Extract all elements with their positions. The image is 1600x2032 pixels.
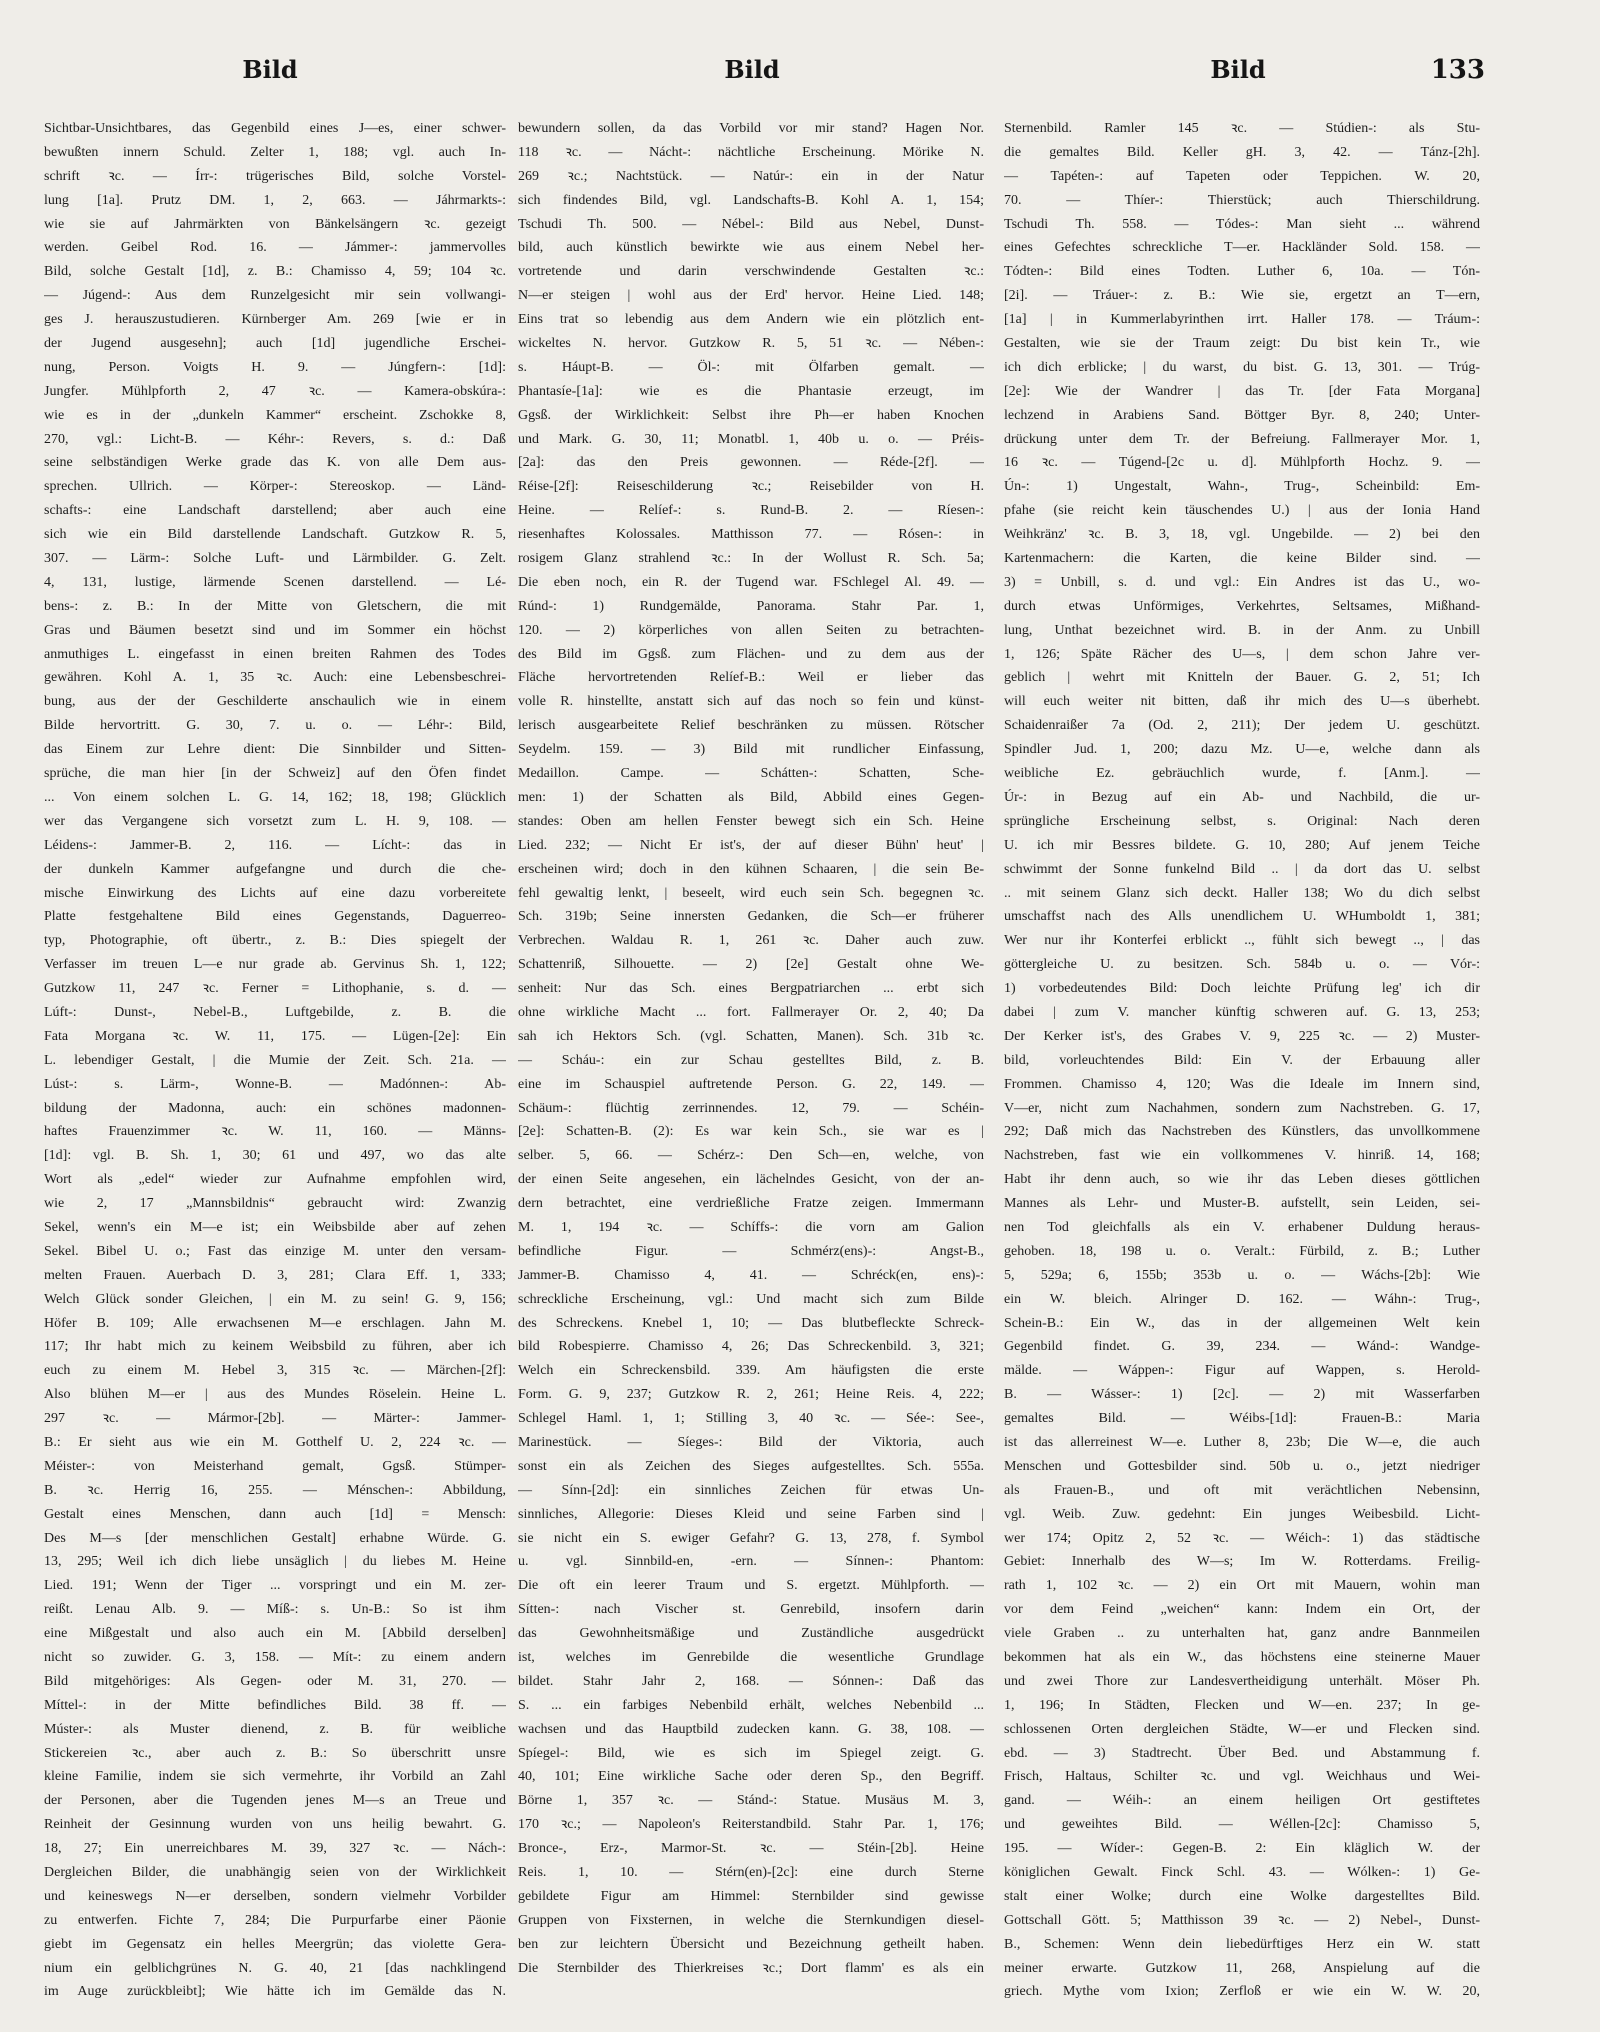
entry-text-line: 118 ꝛc. — Nácht-: nächtliche Erscheinung. Mörike N. — [518, 144, 984, 160]
entry-text-line: Also blühen M—er | aus des Mundes Röselein. Heine L. — [44, 1387, 506, 1403]
entry-text-line: Reinheit der Gesinnung wurden von uns heilig bewahrt. G. — [44, 1817, 506, 1833]
entry-text-line: Bild mitgehöriges: Als Gegen- oder M. 31, 270. — — [44, 1673, 506, 1689]
entry-text-line: Welch ein Schreckensbild. 339. Am häufigsten die erste — [518, 1363, 984, 1379]
entry-text-line: der Jugend ausgesehn]; auch [1d] jugendliche Erschei- — [44, 336, 506, 352]
entry-text-line: Reis. 1, 10. — Stérn(en)-[2c]: eine durch Sterne — [518, 1865, 984, 1881]
entry-text-line: 18, 27; Ein unerreichbares M. 39, 327 ꝛc. — Nách-: — [44, 1841, 506, 1857]
entry-text-line: Dergleichen Bilder, die unabhängig seien von der Wirklichkeit — [44, 1865, 506, 1881]
entry-text-line: giebt im Gegensatz ein helles Meergrün; das violette Gera- — [44, 1936, 506, 1952]
entry-text-line: Bild, solche Gestalt [1d], z. B.: Chamisso 4, 59; 104 ꝛc. — [44, 264, 506, 280]
entry-text-line: Verbrechen. Waldau R. 1, 261 ꝛc. Daher auch zuw. — [518, 933, 984, 949]
entry-text-line: ein W. bleich. Alringer D. 162. — Wáhn-: Trug-, — [1004, 1291, 1480, 1307]
entry-text-line: B., Schemen: Wenn dein liebedürftiges Herz ein W. statt — [1004, 1936, 1480, 1952]
entry-text-line: 1, 126; Späte Rächer des U—s, | dem schon Jahre ver- — [1004, 646, 1480, 662]
entry-text-line: geblich | wehrt mit Knitteln der Bauer. G. 2, 51; Ich — [1004, 670, 1480, 686]
entry-text-line: rath 1, 102 ꝛc. — 2) ein Ort mit Mauern, wohin man — [1004, 1578, 1480, 1594]
entry-text-line: mälde. — Wáppen-: Figur auf Wappen, s. Herold- — [1004, 1363, 1480, 1379]
entry-text-line: Form. G. 9, 237; Gutzkow R. 2, 261; Heine Reis. 4, 222; — [518, 1387, 984, 1403]
entry-text-line: rosigem Glanz strahlend ꝛc.: In der Wollust R. Sch. 5a; — [518, 551, 984, 567]
entry-text-line: Réise-[2f]: Reiseschilderung ꝛc.; Reisebilder von H. — [518, 479, 984, 495]
entry-text-line: Gestalten, wie sie der Traum zeigt: Du bist kein Tr., wie — [1004, 336, 1480, 352]
entry-text-line: Mannes als Lehr- und Muster-B. aufstellt, sein Leiden, sei- — [1004, 1196, 1480, 1212]
entry-text-line: gebildete Figur am Himmel: Sternbilder sind gewisse — [518, 1888, 984, 1904]
entry-text-line: ges J. herauszustudieren. Kürnberger Am. 269 [wie er in — [44, 312, 506, 328]
entry-text-line: euch zu einem M. Hebel 3, 315 ꝛc. — Märchen-[2f]: — [44, 1363, 506, 1379]
entry-text-line: Verfasser im treuen L—e nur grade ab. Gervinus Sh. 1, 122; — [44, 957, 506, 973]
entry-text-line: Sichtbar-Unsichtbares, das Gegenbild eines J—es, einer schwer- — [44, 121, 506, 136]
entry-text-line: ohne wirkliche Macht ... fort. Fallmerayer Or. 2, 40; Da — [518, 1004, 984, 1020]
entry-text-line: viele Graben .. zu unterhalten hat, ganz andre Bannmeilen — [1004, 1626, 1480, 1642]
entry-text-line: Sch. 319b; Seine innersten Gedanken, die Sch—er früherer — [518, 909, 984, 925]
entry-text-line: 40, 101; Eine wirkliche Sache oder deren Sp., den Begriff. — [518, 1769, 984, 1785]
entry-text-line: 1, 196; In Städten, Flecken und W—en. 237; In ge- — [1004, 1697, 1480, 1713]
entry-text-line: bild Robespierre. Chamisso 4, 26; Das Schreckenbild. 3, 321; — [518, 1339, 984, 1355]
entry-text-line: Spíegel-: Bild, wie es sich im Spiegel zeigt. G. — [518, 1745, 984, 1761]
running-head-left: Bild — [242, 55, 298, 84]
entry-text-line: schafts-: eine Landschaft darstellend; aber auch eine — [44, 503, 506, 519]
entry-text-line: pfahe (sie reicht kein täuschendes U.) | aus der Ionia Hand — [1004, 503, 1480, 519]
entry-text-line: Phantasíe-[1a]: wie es die Phantasie erzeugt, im — [518, 383, 984, 399]
entry-text-line: gand. — Wéih-: an einem heiligen Ort gestiftetes — [1004, 1793, 1480, 1809]
page-number: 133 — [1430, 55, 1485, 85]
entry-text-line: Kartenmachern: die Karten, die keine Bilder sind. — — [1004, 551, 1480, 567]
entry-text-line: sonst ein als Zeichen des Sieges aufgestelltes. Sch. 555a. — [518, 1458, 984, 1474]
entry-text-line: Sternenbild. Ramler 145 ꝛc. — Stúdien-: als Stu- — [1004, 121, 1480, 136]
entry-text-line: Marinestück. — Síeges-: Bild der Viktoria, auch — [518, 1434, 984, 1450]
entry-text-line: eine im Schauspiel auftretende Person. G. 22, 149. — — [518, 1076, 984, 1092]
entry-text-line: göttergleiche U. zu besitzen. Sch. 584b u. o. — Vór-: — [1004, 957, 1480, 973]
entry-text-line: Der Kerker ist's, des Grabes V. 9, 225 ꝛc. — 2) Muster- — [1004, 1028, 1480, 1044]
entry-text-line: kleine Familie, indem sie sich vermehrte, ihr Vorbild an Zahl — [44, 1769, 506, 1785]
entry-text-line: befindliche Figur. — Schmérz(ens)-: Angst-B., — [518, 1243, 984, 1259]
entry-text-line: gehoben. 18, 198 u. o. Veralt.: Fürbild, z. B.; Luther — [1004, 1243, 1480, 1259]
entry-text-line: 307. — Lärm-: Solche Luft- und Lärmbilder. G. Zelt. — [44, 551, 506, 567]
entry-text-line: 270, vgl.: Licht-B. — Kéhr-: Revers, s. d.: Daß — [44, 431, 506, 447]
entry-text-line: Míttel-: in der Mitte befindliches Bild. 38 ff. — — [44, 1697, 506, 1713]
entry-text-line: riesenhaftes Kolossales. Matthisson 77. — Rósen-: in — [518, 527, 984, 543]
entry-text-line: Lied. 191; Wenn der Tiger ... vorspringt und ein M. zer- — [44, 1578, 506, 1594]
entry-text-line: L. lebendiger Gestalt, | die Mumie der Zeit. Sch. 21a. — — [44, 1052, 506, 1068]
entry-text-line: sah ich Hektors Sch. (vgl. Schatten, Manen). Sch. 31b ꝛc. — [518, 1028, 984, 1044]
entry-text-line: gewähren. Kohl A. 1, 35 ꝛc. Auch: eine Lebensbeschrei- — [44, 670, 506, 686]
entry-text-line: 170 ꝛc.; — Napoleon's Reiterstandbild. Stahr Par. 1, 176; — [518, 1817, 984, 1833]
entry-text-line: Schaidenraißer 7a (Od. 2, 211); Der jedem U. geschützt. — [1004, 718, 1480, 734]
entry-text-line: volle R. hinstellte, anstatt sich auf das noch so fein und künst- — [518, 694, 984, 710]
entry-text-line: schwimmt der Sonne funkelnd Bild .. | da dort das U. selbst — [1004, 861, 1480, 877]
entry-text-line: gemaltes Bild. — Wéibs-[1d]: Frauen-B.: Maria — [1004, 1411, 1480, 1427]
entry-text-line: bewundern sollen, da das Vorbild vor mir stand? Hagen Nor. — [518, 121, 984, 136]
entry-text-line: Tódten-: Bild eines Todten. Luther 6, 10a. — Tón- — [1004, 264, 1480, 280]
entry-text-line: Börne 1, 357 ꝛc. — Stánd-: Statue. Musäus M. 3, — [518, 1793, 984, 1809]
entry-text-line: bung, aus der der Geschilderte anschaulich wie in einem — [44, 694, 506, 710]
entry-text-line: wie 2, 17 „Mannsbildnis“ gebraucht wird: Zwanzig — [44, 1196, 506, 1212]
entry-text-line: nium ein gelblichgrünes N. G. 40, 21 [das nachklingend — [44, 1960, 506, 1976]
entry-text-line: Platte festgehaltene Bild eines Gegenstands, Daguerreo- — [44, 909, 506, 925]
entry-text-line: schlossenen Orten dergleichen Städte, W—er und Flecken sind. — [1004, 1721, 1480, 1737]
entry-text-line: Schattenriß, Silhouette. — 2) [2e] Gestalt ohne We- — [518, 957, 984, 973]
entry-text-line: 117; Ihr habt mich zu keinem Weibsbild zu führen, aber ich — [44, 1339, 506, 1355]
entry-text-line: ist, welches im Genrebilde die wesentliche Grundlage — [518, 1650, 984, 1665]
entry-text-line: Menschen und Gottesbilder sind. 50b u. o., jetzt niedriger — [1004, 1458, 1480, 1474]
running-head-center: Bild — [724, 55, 780, 84]
entry-text-line: Schlegel Haml. 1, 1; Stilling 3, 40 ꝛc. — Sée-: See-, — [518, 1411, 984, 1427]
entry-text-line: Tschudi Th. 558. — Tódes-: Man sieht ... während — [1004, 216, 1480, 232]
entry-text-line: N—er steigen | wohl aus der Erd' hervor. Heine Lied. 148; — [518, 288, 984, 304]
entry-text-line: Heine. — Relíef-: s. Rund-B. 2. — Ríesen-: — [518, 503, 984, 519]
entry-text-line: 269 ꝛc.; Nachtstück. — Natúr-: ein in der Natur — [518, 168, 984, 184]
entry-text-line: Frommen. Chamisso 4, 120; Was die Ideale im Innern sind, — [1004, 1076, 1480, 1092]
entry-text-line: sinnliches, Allegorie: Dieses Kleid und seine Farben sind | — [518, 1506, 984, 1522]
running-head-right: Bild — [1210, 55, 1266, 84]
entry-text-line: ich dich erblicke; | du warst, du bist. G. 13, 301. — Trúg- — [1004, 359, 1480, 375]
entry-text-line: eine Mißgestalt und also auch ein M. [Abbild derselben] — [44, 1626, 506, 1642]
entry-text-line: melten Frauen. Auerbach D. 3, 281; Clara Eff. 1, 333; — [44, 1267, 506, 1283]
entry-text-line: Gottschall Gött. 5; Matthisson 39 ꝛc. — 2) Nebel-, Dunst- — [1004, 1912, 1480, 1928]
entry-text-line: lerisch ausgearbeitete Relief beschränken zu müssen. Rötscher — [518, 718, 984, 734]
entry-text-line: 3) = Unbill, s. d. und vgl.: Ein Andres ist das U., wo- — [1004, 574, 1480, 590]
entry-text-line: werden. Geibel Rod. 16. — Jámmer-: jammervolles — [44, 240, 506, 256]
entry-text-line: durch etwas Unförmiges, Verkehrtes, Seltsames, Mißhand- — [1004, 598, 1480, 614]
entry-text-line: 297 ꝛc. — Mármor-[2b]. — Märter-: Jammer- — [44, 1411, 506, 1427]
entry-text-line: ebd. — 3) Stadtrecht. Über Bed. und Abstammung f. — [1004, 1745, 1480, 1761]
entry-text-line: Bilde hervortritt. G. 30, 7. u. o. — Léhr-: Bild, — [44, 718, 506, 734]
entry-text-line: will euch weiter nit bitten, daß ihr mich des U—s überhebt. — [1004, 694, 1480, 710]
entry-text-line: bild, auch künstlich bewirkte wie aus einem Nebel her- — [518, 240, 984, 256]
entry-text-line: Weihkränz' ꝛc. B. 3, 18, vgl. Ungebilde. — 2) bei den — [1004, 527, 1480, 543]
entry-text-line: Gegenbild findet. G. 39, 234. — Wánd-: Wandge- — [1004, 1339, 1480, 1355]
entry-text-line: S. ... ein farbiges Nebenbild erhält, welches Nebenbild ... — [518, 1697, 984, 1713]
entry-text-line: im Auge zurückbleibt]; Wie hätte ich im Gemälde das N. — [44, 1984, 506, 2000]
entry-text-line: standes: Oben am hellen Fenster bewegt sich ein Sch. Heine — [518, 813, 984, 829]
entry-text-line: ist das allerreinest W—e. Luther 8, 23b; Die W—e, die auch — [1004, 1434, 1480, 1450]
entry-text-line: B. — Wásser-: 1) [2c]. — 2) mit Wasserfarben — [1004, 1387, 1480, 1403]
entry-text-line: 16 ꝛc. — Túgend-[2c u. d]. Mühlpforth Hochz. 9. — — [1004, 455, 1480, 471]
entry-text-line: als Frauen-B., und oft mit verächtlichen Nebensinn, — [1004, 1482, 1480, 1498]
entry-text-line: 292; Daß mich das Nachstreben des Künstlers, das unvollkommene — [1004, 1124, 1480, 1140]
entry-text-line: Sítten-: nach Vischer st. Genrebild, insofern darin — [518, 1602, 984, 1618]
entry-text-line: men: 1) der Schatten als Bild, Abbild eines Gegen- — [518, 789, 984, 805]
entry-text-line: — Tapéten-: auf Tapeten oder Teppichen. W. 20, — [1004, 168, 1480, 184]
entry-text-line: Welch Glück sonder Gleichen, | ein M. zu sein! G. 9, 156; — [44, 1291, 506, 1307]
entry-text-line: Medaillon. Campe. — Schátten-: Schatten, Sche- — [518, 766, 984, 782]
entry-text-line: [2e]: Wie der Wandrer | das Tr. [der Fata Morgana] — [1004, 383, 1480, 399]
entry-text-line: Gestalt eines Menschen, dann auch [1d] = Mensch: — [44, 1506, 506, 1522]
entry-text-line: 4, 131, lustige, lärmende Scenen darstellend. — Lé- — [44, 574, 506, 590]
entry-text-line: haftes Frauenzimmer ꝛc. W. 11, 160. — Männs- — [44, 1124, 506, 1140]
entry-text-line: Lied. 232; — Nicht Er ist's, der auf dieser Bühn' heut' | — [518, 837, 984, 853]
entry-text-line: [1a] | in Kummerlabyrinthen irrt. Haller 178. — Tráum-: — [1004, 312, 1480, 328]
entry-text-line: bildung der Madonna, auch: ein schönes madonnen- — [44, 1100, 506, 1116]
entry-text-line: U. ich mir Bessres bildete. G. 10, 280; Auf jenem Teiche — [1004, 837, 1480, 853]
entry-text-line: Schäum-: flüchtig zerrinnendes. 12, 79. — Schéin- — [518, 1100, 984, 1116]
entry-text-line: M. 1, 194 ꝛc. — Schíffs-: die vorn am Galion — [518, 1219, 984, 1235]
entry-text-line: der dunkeln Kammer aufgefangne und durch die che- — [44, 861, 506, 877]
entry-text-line: Wer nur ihr Konterfei erblickt .., fühlt sich bewegt .., | das — [1004, 933, 1480, 949]
entry-text-line: dabei | zum V. mancher künftig schweren auf. G. 13, 253; — [1004, 1004, 1480, 1020]
entry-text-line: bekommen hat als ein W., das höchstens eine steinerne Mauer — [1004, 1650, 1480, 1665]
entry-text-line: der Personen, aber die Tugenden jenes M—s an Treue und — [44, 1793, 506, 1809]
entry-text-line: des Schreckens. Knebel 1, 10; — Das blutbefleckte Schreck- — [518, 1315, 984, 1331]
entry-text-line: Spindler Jud. 1, 200; dazu Mz. U—e, welche dann als — [1004, 742, 1480, 758]
entry-text-line: Múster-: als Muster dienend, z. B. für weibliche — [44, 1721, 506, 1737]
entry-text-line: sprechen. Ullrich. — Körper-: Stereoskop. — Länd- — [44, 479, 506, 495]
entry-text-line: und Mark. G. 30, 11; Monatbl. 1, 40b u. o. — Préis- — [518, 431, 984, 447]
entry-text-line: bild, vorleuchtendes Bild: Ein V. der Erbauung aller — [1004, 1052, 1480, 1068]
entry-text-line: Bronce-, Erz-, Marmor-St. ꝛc. — Stéin-[2b]. Heine — [518, 1841, 984, 1857]
entry-text-line: reißt. Lenau Alb. 9. — Míß-: s. Un-B.: So ist ihm — [44, 1602, 506, 1618]
entry-text-line: Méister-: von Meisterhand gemalt, Ggsß. Stümper- — [44, 1458, 506, 1474]
entry-text-line: bens-: z. B.: In der Mitte von Gletschern, die mit — [44, 598, 506, 614]
entry-text-line: lung, Unthat bezeichnet wird. B. in der Anm. zu Unbill — [1004, 622, 1480, 638]
entry-text-line: des Bild im Ggsß. zum Flächen- und zu dem aus der — [518, 646, 984, 662]
entry-text-line: .. mit seinem Glanz sich deckt. Haller 138; Wo du dich selbst — [1004, 885, 1480, 901]
entry-text-line: bewußten innern Schuld. Zelter 1, 188; vgl. auch In- — [44, 144, 506, 160]
entry-text-line: Fata Morgana ꝛc. W. 11, 175. — Lügen-[2e]: Ein — [44, 1028, 506, 1044]
entry-text-line: nung, Person. Voigts H. 9. — Júngfern-: [1d]: — [44, 359, 506, 375]
entry-text-line: [2e]: Schatten-B. (2): Es war kein Sch., sie war es | — [518, 1124, 984, 1140]
entry-text-line: [1d]: vgl. B. Sh. 1, 30; 61 und 497, wo das alte — [44, 1148, 506, 1164]
entry-text-line: königlichen Gewalt. Finck Schl. 43. — Wólken-: 1) Ge- — [1004, 1865, 1480, 1881]
entry-text-line: s. Háupt-B. — Öl-: mit Ölfarben gemalt. — — [518, 359, 984, 375]
entry-text-line: vgl. Weib. Zuw. gedehnt: Ein junges Weibesbild. Licht- — [1004, 1506, 1480, 1522]
entry-text-line: Eins trat so lebendig aus dem Andern wie ein plötzlich ent- — [518, 312, 984, 328]
entry-text-line: wie es in der „dunkeln Kammer“ erscheint. Zschokke 8, — [44, 407, 506, 423]
entry-text-line: Die eben noch, ein R. der Tugend war. FSchlegel Al. 49. — — [518, 574, 984, 590]
entry-text-line: wie sie auf Jahrmärkten von Bänkelsängern ꝛc. gezeigt — [44, 216, 506, 232]
entry-text-line: mische Einwirkung des Lichts auf eine dazu vorbereitete — [44, 885, 506, 901]
entry-text-line: eines Gefechtes schreckliche T—er. Hackländer Sold. 158. — — [1004, 240, 1480, 256]
entry-text-line: Schein-B.: Ein W., das in der allgemeinen Welt kein — [1004, 1315, 1480, 1331]
text-column-middle — [518, 117, 984, 1980]
entry-text-line: Léidens-: Jammer-B. 2, 116. — Lícht-: das in — [44, 837, 506, 853]
text-column-right — [1004, 117, 1480, 2004]
entry-text-line: Gutzkow 11, 247 ꝛc. Ferner = Lithophanie, s. d. — — [44, 981, 506, 997]
entry-text-line: — Sínn-[2d]: ein sinnliches Zeichen für etwas Un- — [518, 1482, 984, 1498]
entry-text-line: 70. — Thíer-: Thierstück; auch Thierschildrung. — [1004, 192, 1480, 208]
entry-text-line: — Júgend-: Aus dem Runzelgesicht mir sein vollwangi- — [44, 288, 506, 304]
entry-text-line: Des M—s [der menschlichen Gestalt] erhabne Würde. G. — [44, 1530, 506, 1546]
entry-text-line: lechzend in Arabiens Sand. Böttger Byr. 8, 240; Unter- — [1004, 407, 1480, 423]
entry-text-line: vor dem Feind „weichen“ kann: Indem ein Ort, der — [1004, 1602, 1480, 1618]
text-column-left — [44, 117, 506, 2004]
entry-text-line: Sekel, wenn's ein M—e ist; ein Weibsbilde aber auf zehen — [44, 1219, 506, 1235]
entry-text-line: [2a]: das den Preis gewonnen. — Réde-[2f]. — — [518, 455, 984, 471]
entry-text-line: Frisch, Haltaus, Schilter ꝛc. und vgl. Weichhaus und Wei- — [1004, 1769, 1480, 1785]
entry-text-line: ... Von einem solchen L. G. 14, 162; 18, 198; Glücklich — [44, 789, 506, 805]
entry-text-line: das Gewohnheitsmäßige und Zuständliche ausgedrückt — [518, 1626, 984, 1642]
entry-text-line: nicht so zuwider. G. 3, 158. — Mít-: zu einem andern — [44, 1650, 506, 1665]
entry-text-line: B. ꝛc. Herrig 16, 255. — Ménschen-: Abbildung, — [44, 1482, 506, 1498]
entry-text-line: Die Sternbilder des Thierkreises ꝛc.; Dort flamm' es als ein — [518, 1960, 984, 1976]
entry-text-line: sprüngliche Erscheinung selbst, s. Original: Nach deren — [1004, 813, 1480, 829]
entry-text-line: wachsen und das Hauptbild zudecken kann. G. 38, 108. — — [518, 1721, 984, 1737]
entry-text-line: Nachstreben, fast wie ein vollkommenes V. hinriß. 14, 168; — [1004, 1148, 1480, 1164]
entry-text-line: Gruppen von Fixsternen, in welche die Sternkundigen diesel- — [518, 1912, 984, 1928]
entry-text-line: 195. — Wíder-: Gegen-B. 2: Ein kläglich W. der — [1004, 1841, 1480, 1857]
entry-text-line: und geweihtes Bild. — Wéllen-[2c]: Chamisso 5, — [1004, 1817, 1480, 1833]
entry-text-line: senheit: Nur das Sch. eines Bergpatriarchen ... erbt sich — [518, 981, 984, 997]
entry-text-line: Tschudi Th. 500. — Nébel-: Bild aus Nebel, Dunst- — [518, 216, 984, 232]
entry-text-line: anmuthiges L. eingefasst in einen breiten Rahmen des Todes — [44, 646, 506, 662]
entry-text-line: seine selbständigen Werke grade das K. von alle Dem aus- — [44, 455, 506, 471]
entry-text-line: sich findendes Bild, vgl. Landschafts-B. Kohl A. 1, 154; — [518, 192, 984, 208]
entry-text-line: nen Tod gleichfalls als ein V. erhabener Duldung heraus- — [1004, 1219, 1480, 1235]
entry-text-line: stalt einer Wolke; durch eine Wolke dargestelltes Bild. — [1004, 1888, 1480, 1904]
entry-text-line: sprüche, die man hier [in der Schweiz] auf den Öfen findet — [44, 766, 506, 782]
entry-text-line: und zwei Thore zur Landesvertheidigung unterhält. Möser Ph. — [1004, 1673, 1480, 1689]
entry-text-line: das Einem zur Lehre dient: Die Sinnbilder und Sitten- — [44, 742, 506, 758]
entry-text-line: wer 174; Opitz 2, 52 ꝛc. — Wéich-: 1) das städtische — [1004, 1530, 1480, 1546]
entry-text-line: der einen Seite angesehen, ein lächelndes Gesicht, von der an- — [518, 1172, 984, 1188]
entry-text-line: Lúst-: s. Lärm-, Wonne-B. — Madónnen-: Ab- — [44, 1076, 506, 1092]
entry-text-line: Höfer B. 109; Alle erwachsenen M—e erschlagen. Jahn M. — [44, 1315, 506, 1331]
entry-text-line: wer das Vergangene sich vorsetzt zum L. H. 9, 108. — — [44, 813, 506, 829]
entry-text-line: V—er, nicht zum Nachahmen, sondern zum Nachstreben. G. 17, — [1004, 1100, 1480, 1116]
entry-text-line: sich wie ein Bild darstellende Landschaft. Gutzkow R. 5, — [44, 527, 506, 543]
entry-text-line: selber. 5, 66. — Schérz-: Den Sch—en, welche, von — [518, 1148, 984, 1164]
entry-text-line: weibliche Ez. gebräuchlich wurde, f. [Anm.]. — — [1004, 766, 1480, 782]
entry-text-line: Wort als „edel“ wieder zur Aufnahme empfohlen wird, — [44, 1172, 506, 1188]
entry-text-line: vortretende und darin verschwindende Gestalten ꝛc.: — [518, 264, 984, 280]
entry-text-line: Lúft-: Dunst-, Nebel-B., Luftgebilde, z. B. die — [44, 1004, 506, 1020]
entry-text-line: wickeltes N. hervor. Gutzkow R. 5, 51 ꝛc. — Nében-: — [518, 336, 984, 352]
entry-text-line: [2i]. — Tráuer-: z. B.: Wie sie, ergetzt an T—ern, — [1004, 288, 1480, 304]
entry-text-line: zu entwerfen. Fichte 7, 284; Die Purpurfarbe einer Päonie — [44, 1912, 506, 1928]
entry-text-line: typ, Photographie, oft übertr., z. B.: Dies spiegelt der — [44, 933, 506, 949]
entry-text-line: 1) vorbedeutendes Bild: Doch leichte Prüfung leg' ich dir — [1004, 981, 1480, 997]
entry-text-line: Habt ihr denn auch, so wie ihr das Leben dieses göttlichen — [1004, 1172, 1480, 1188]
entry-text-line: Jammer-B. Chamisso 4, 41. — Schréck(en, ens)-: — [518, 1267, 984, 1283]
entry-text-line: griech. Mythe vom Ixion; Zerfloß er wie ein W. W. 20, — [1004, 1984, 1480, 2000]
entry-text-line: meiner erwarte. Gutzkow 11, 268, Anspielung auf die — [1004, 1960, 1480, 1976]
entry-text-line: Jungfer. Mühlpforth 2, 47 ꝛc. — Kamera-obskúra-: — [44, 383, 506, 399]
entry-text-line: und keineswegs N—er derselben, sondern vielmehr Vorbilder — [44, 1888, 506, 1904]
entry-text-line: 120. — 2) körperliches von allen Seiten zu betrachten- — [518, 622, 984, 638]
entry-text-line: u. vgl. Sinnbild-en, -ern. — Sínnen-: Phantom: — [518, 1554, 984, 1570]
entry-text-line: Sekel. Bibel U. o.; Fast das einzige M. unter den versam- — [44, 1243, 506, 1259]
entry-text-line: bildet. Stahr Jahr 2, 168. — Sónnen-: Daß das — [518, 1673, 984, 1689]
entry-text-line: Die oft ein leerer Traum und S. ergetzt. Mühlpforth. — — [518, 1578, 984, 1594]
entry-text-line: schrift ꝛc. — Írr-: trügerisches Bild, solche Vorstel- — [44, 168, 506, 184]
entry-text-line: dern betrachtet, eine verdrießliche Fratze zeigen. Immermann — [518, 1196, 984, 1212]
entry-text-line: Rúnd-: 1) Rundgemälde, Panorama. Stahr Par. 1, — [518, 598, 984, 614]
entry-text-line: schreckliche Erscheinung, vgl.: Und macht sich zum Bilde — [518, 1291, 984, 1307]
entry-text-line: Seydelm. 159. — 3) Bild mit rundlicher Einfassung, — [518, 742, 984, 758]
entry-text-line: 5, 529a; 6, 155b; 353b u. o. — Wáchs-[2b]: Wie — [1004, 1267, 1480, 1283]
entry-text-line: fehl gewaltig lenkt, | beseelt, wird euch sein Sch. begegnen ꝛc. — [518, 885, 984, 901]
entry-text-line: Stickereien ꝛc., aber auch z. B.: So überschritt unsre — [44, 1745, 506, 1761]
entry-text-line: sie nicht ein S. ewiger Gefahr? G. 13, 278, f. Symbol — [518, 1530, 984, 1546]
entry-text-line: 13, 295; Weil ich dich liebe unsäglich | du liebes M. Heine — [44, 1554, 506, 1570]
entry-text-line: Fläche hervortretenden Relíef-B.: Weil er lieber das — [518, 670, 984, 686]
entry-text-line: Ún-: 1) Ungestalt, Wahn-, Trug-, Scheinbild: Em- — [1004, 479, 1480, 495]
entry-text-line: B.: Er sieht aus wie ein M. Gotthelf U. 2, 224 ꝛc. — — [44, 1434, 506, 1450]
entry-text-line: erscheinen wird; doch in den kühnen Schaaren, | die sein Be- — [518, 861, 984, 877]
entry-text-line: drückung unter dem Tr. der Befreiung. Fallmerayer Mor. 1, — [1004, 431, 1480, 447]
entry-text-line: Gras und Bäumen besetzt sind und im Sommer ein höchst — [44, 622, 506, 638]
entry-text-line: die gemaltes Bild. Keller gH. 3, 42. — Tánz-[2h]. — [1004, 144, 1480, 160]
entry-text-line: — Scháu-: ein zur Schau gestelltes Bild, z. B. — [518, 1052, 984, 1068]
entry-text-line: Ggsß. der Wirklichkeit: Selbst ihre Ph—er haben Knochen — [518, 407, 984, 423]
entry-text-line: lung [1a]. Prutz DM. 1, 2, 663. — Jáhrmarkts-: — [44, 192, 506, 208]
entry-text-line: umschaffst nach des Alls unendlichem U. WHumboldt 1, 381; — [1004, 909, 1480, 925]
entry-text-line: Úr-: in Bezug auf ein Ab- und Nachbild, die ur- — [1004, 789, 1480, 805]
entry-text-line: Gebiet: Innerhalb des W—s; Im W. Rotterdams. Freilig- — [1004, 1554, 1480, 1570]
entry-text-line: ben zur leichtern Übersicht und Bezeichnung getheilt haben. — [518, 1936, 984, 1952]
